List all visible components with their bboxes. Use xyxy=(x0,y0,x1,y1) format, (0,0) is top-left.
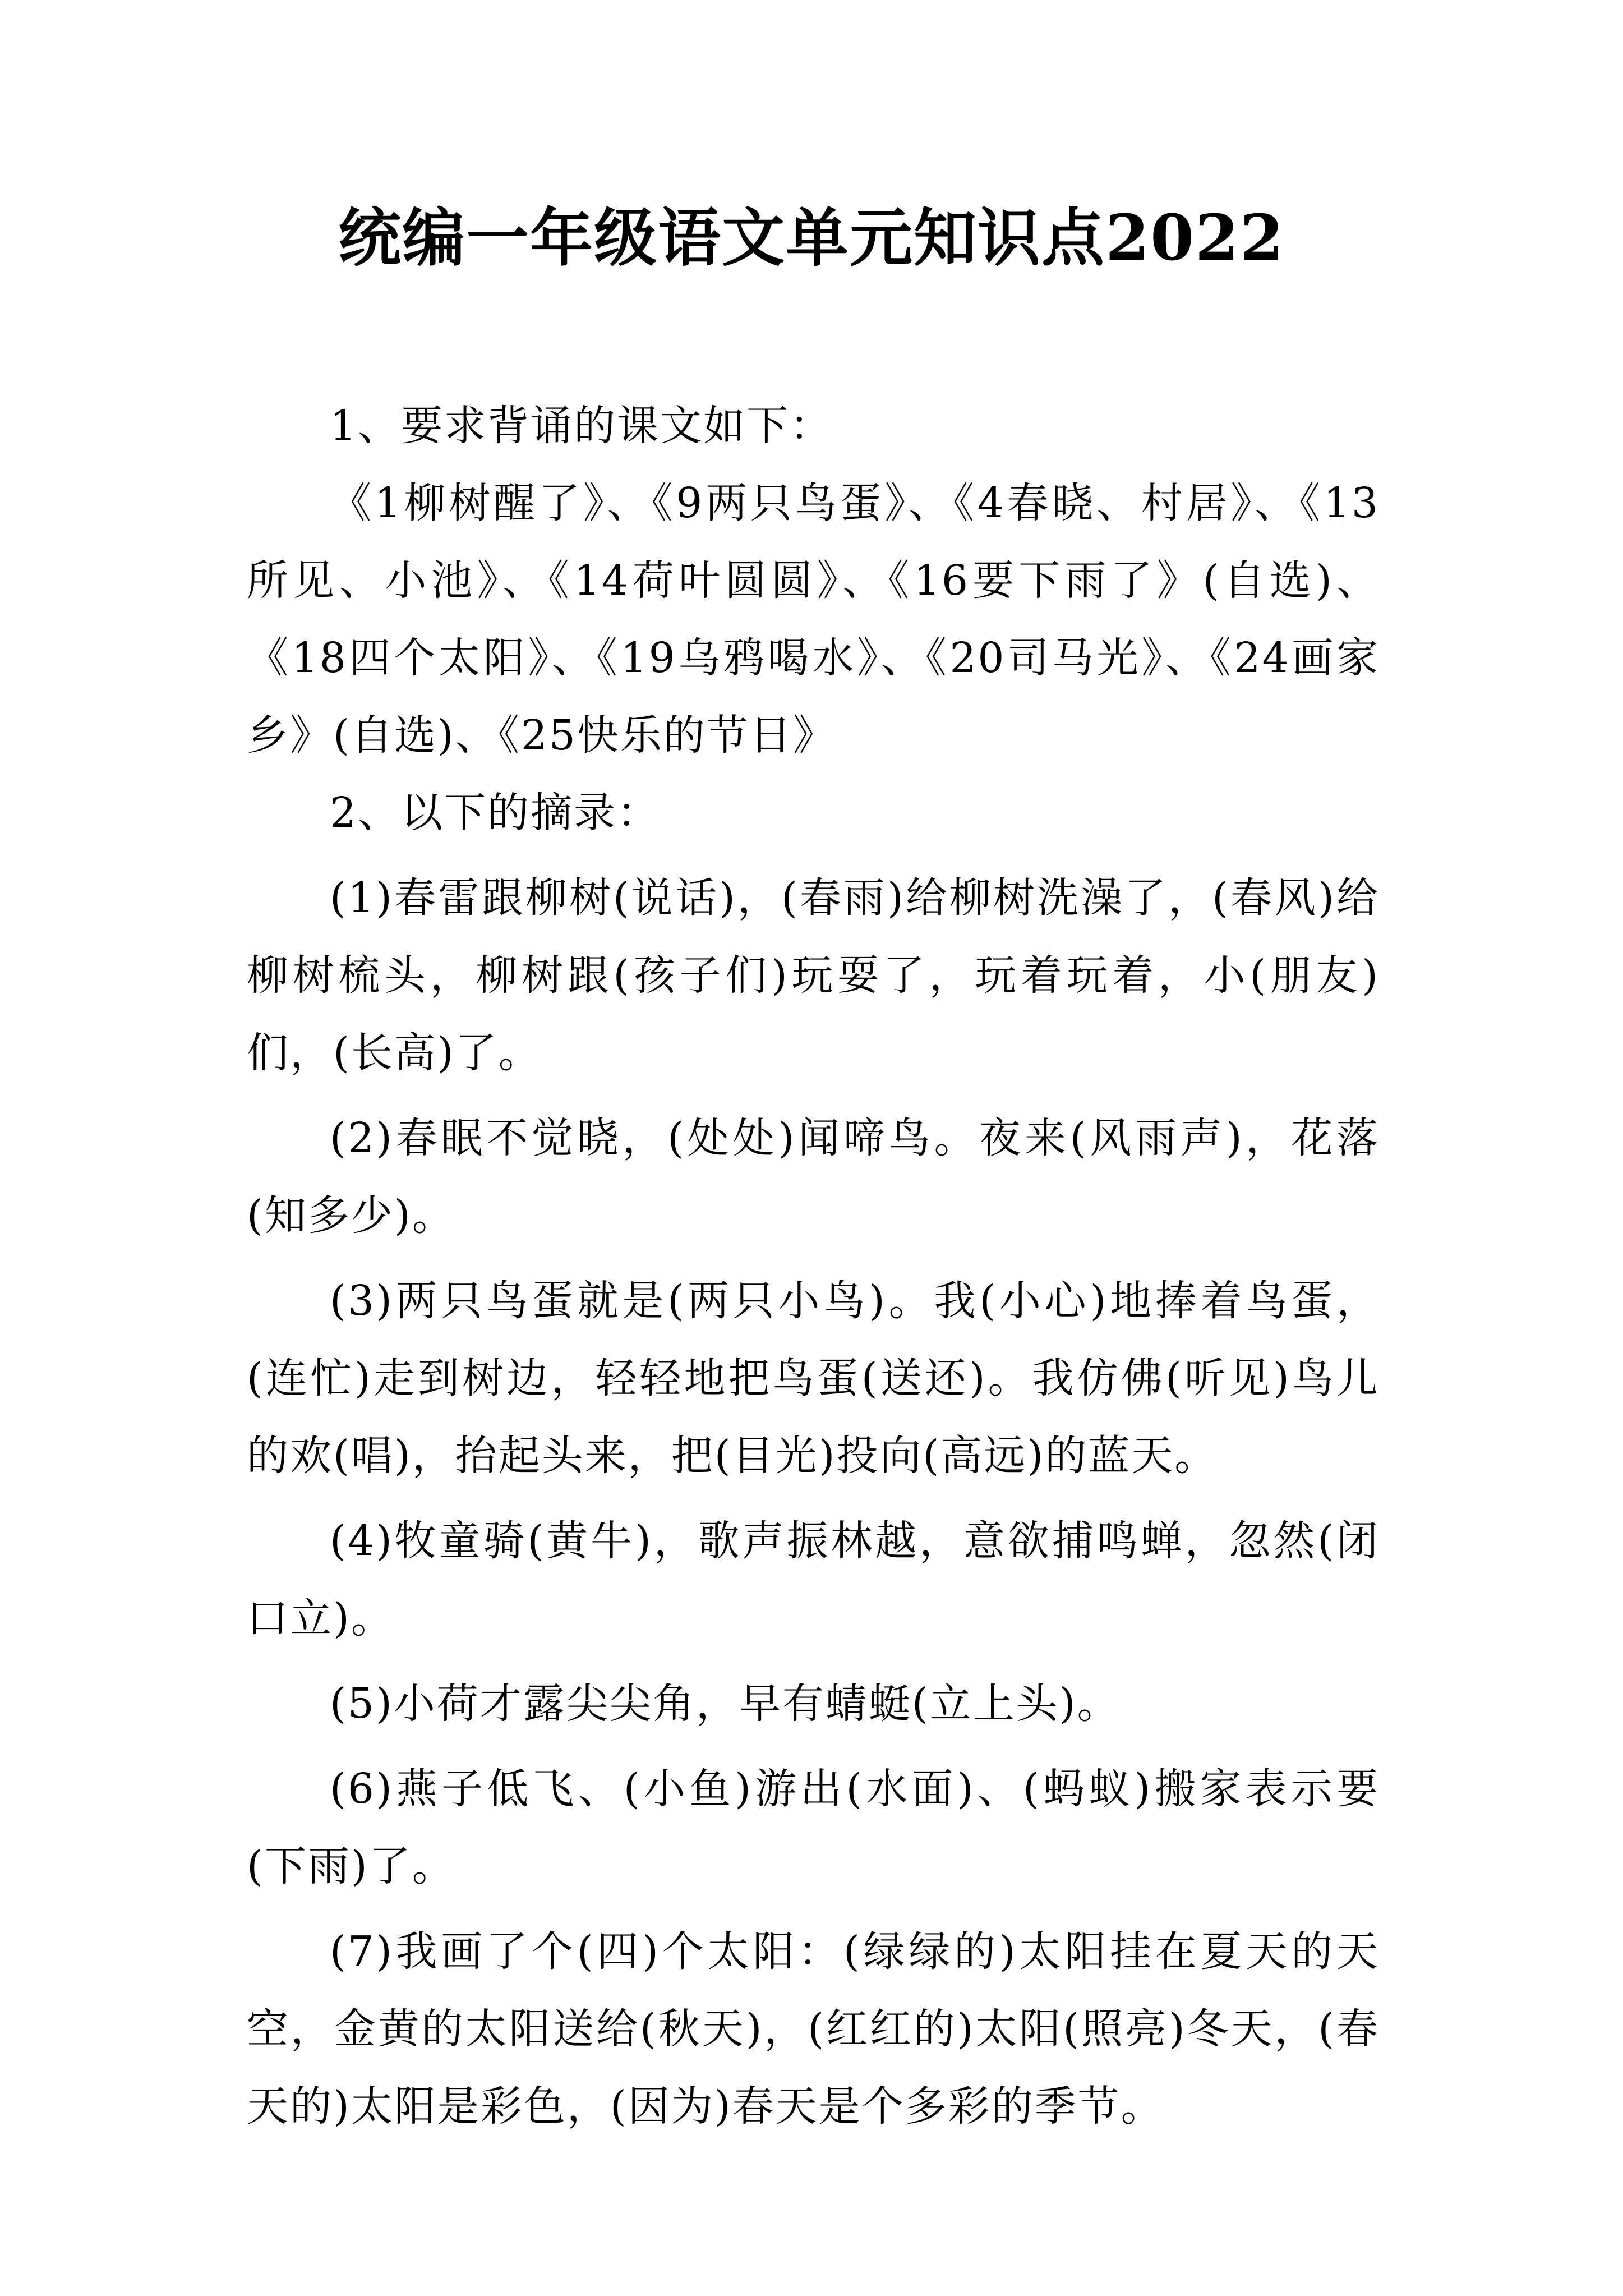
paragraph-excerpt-6: (6)燕子低飞、(小鱼)游出(水面)、(蚂蚁)搬家表示要(下雨)了。 xyxy=(247,1765,1380,1890)
paragraph-excerpt-4: (4)牧童骑(黄牛)，歌声振林越，意欲捕鸣蝉，忽然(闭口立)。 xyxy=(247,1517,1380,1642)
document-body xyxy=(247,387,1380,2145)
document-title: 统编一年级语文单元知识点2022 xyxy=(338,201,1285,275)
paragraph-excerpt-heading: 2、以下的摘录： xyxy=(330,789,661,837)
paragraph-excerpt-7: (7)我画了个(四)个太阳：(绿绿的)太阳挂在夏天的天空，金黄的太阳送给(秋天)，(红红的)太阳(照亮)冬天，(春天的)太阳是彩色，(因为)春天是个多彩的季节。 xyxy=(247,1927,1380,2131)
paragraph-excerpt-2: (2)春眠不觉晓，(处处)闻啼鸟。夜来(风雨声)，花落(知多少)。 xyxy=(247,1114,1380,1240)
paragraph-excerpt-5: (5)小荷才露尖尖角，早有蜻蜓(立上头)。 xyxy=(330,1680,1121,1728)
paragraph-recitation-list: 《1柳树醒了》、《9两只鸟蛋》、《4春晓、村居》、《13所见、小池》、《14荷叶圆圆》、《16要下雨了》(自选)、《18四个太阳》、《19乌鸦喝水》、《20司马光》、《24画家乡》(自选)、《25快乐的节日》 xyxy=(247,479,1380,760)
paragraph-excerpt-3: (3)两只鸟蛋就是(两只小鸟)。我(小心)地捧着鸟蛋，(连忙)走到树边，轻轻地把鸟蛋(送还)。我仿佛(听见)鸟儿的欢(唱)，抬起头来，把(目光)投向(高远)的蓝天。 xyxy=(247,1277,1380,1480)
paragraph-recitation-heading: 1、要求背诵的课文如下： xyxy=(330,402,833,450)
paragraph-excerpt-1: (1)春雷跟柳树(说话)，(春雨)给柳树洗澡了，(春风)给柳树梳头，柳树跟(孩子们)玩耍了，玩着玩着，小(朋友)们，(长高)了。 xyxy=(247,874,1380,1077)
